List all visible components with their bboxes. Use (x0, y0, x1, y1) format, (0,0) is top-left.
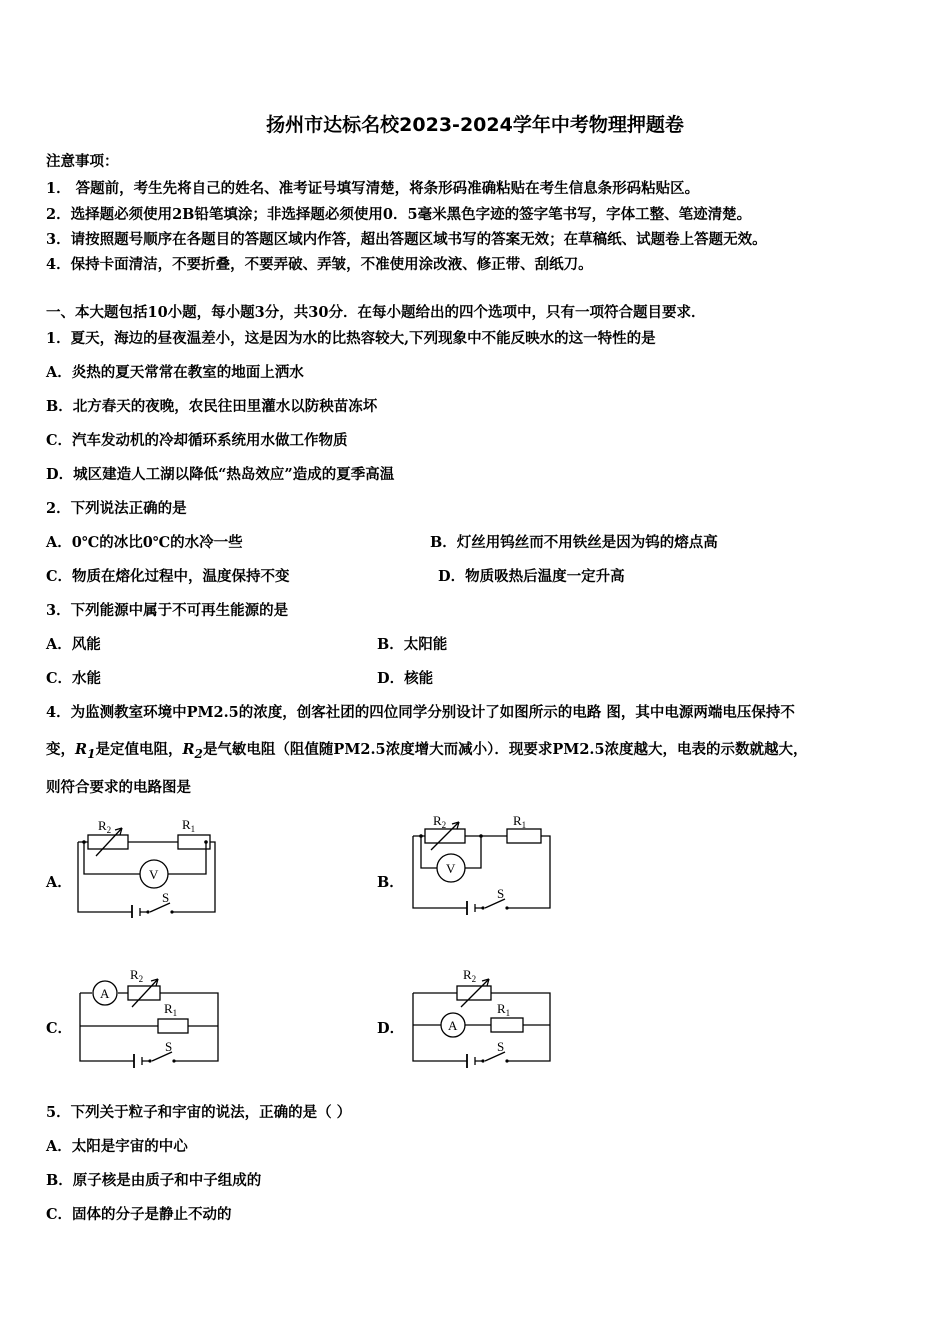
r1-label: $R_1$ (497, 1001, 511, 1018)
ammeter-symbol: A (448, 1018, 458, 1033)
q4-stem-line-1: 4．为监测教室环境中PM2.5的浓度，创客社团的四位同学分别设计了如图所示的电路 图，其中电源两端电压保持不 (46, 704, 795, 721)
circuit-diagram-b (405, 812, 565, 918)
r1-symbol: R (75, 741, 88, 758)
q2-option-b: B．灯丝用钨丝而不用铁丝是因为钨的熔点高 (430, 534, 718, 551)
r1-label: $R_1$ (513, 813, 527, 830)
q3-stem: 3．下列能源中属于不可再生能源的是 (46, 602, 289, 619)
circuit-diagram-a (70, 812, 230, 918)
ammeter-symbol: A (100, 986, 110, 1001)
q1-stem: 1．夏天，海边的昼夜温差小，这是因为水的比热容较大,下列现象中不能反映水的这一特性的是 (46, 330, 656, 347)
voltmeter-symbol: V (149, 867, 159, 882)
q2-option-d: D．物质吸热后温度一定升高 (438, 568, 625, 585)
q4-stem-line-3: 则符合要求的电路图是 (46, 779, 191, 796)
r1-subscript: 1 (87, 746, 96, 761)
q1-option-b: B．北方春天的夜晚，农民往田里灌水以防秧苗冻坏 (46, 398, 378, 415)
notice-item-1: 1． 答题前，考生先将自己的姓名、准考证号填写清楚，将条形码准确粘贴在考生信息条形码粘贴区。 (46, 180, 700, 197)
switch-label: S (162, 890, 170, 905)
q4-label-b: B． (377, 874, 404, 891)
notice-item-3: 3．请按照题号顺序在各题目的答题区域内作答，超出答题区域书写的答案无效；在草稿纸、试题卷上答题无效。 (46, 231, 767, 248)
q3-option-a: A．风能 (46, 636, 101, 653)
r2-label: $R_2$ (98, 818, 112, 835)
q1-option-a: A．炎热的夏天常常在教室的地面上洒水 (46, 364, 304, 381)
notice-item-4: 4．保持卡面清洁，不要折叠，不要弄破、弄皱，不准使用涂改液、修正带、刮纸刀。 (46, 256, 593, 273)
q1-option-d: D．城区建造人工湖以降低“热岛效应”造成的夏季高温 (46, 466, 395, 483)
r2-label: $R_2$ (130, 967, 144, 984)
r2-label: $R_2$ (433, 813, 447, 830)
q4-text: 是定值电阻， (95, 741, 183, 758)
q4-stem-line-2 (46, 738, 808, 761)
q4-label-a: A． (46, 874, 72, 891)
r2-symbol: R (182, 741, 195, 758)
circuit-diagram-c (70, 965, 230, 1071)
switch-label: S (497, 886, 505, 901)
r1-label: $R_1$ (182, 817, 196, 834)
q2-option-c: C．物质在熔化过程中，温度保持不变 (46, 568, 290, 585)
voltmeter-symbol: V (446, 861, 456, 876)
q4-label-c: C． (46, 1020, 73, 1037)
page-title: 扬州市达标名校2023-2024学年中考物理押题卷 (266, 114, 684, 136)
q5-option-b: B．原子核是由质子和中子组成的 (46, 1172, 262, 1189)
q5-stem: 5．下列关于粒子和宇宙的说法，正确的是（ ） (46, 1104, 352, 1121)
q3-option-d: D．核能 (377, 670, 434, 687)
q1-option-c: C．汽车发动机的冷却循环系统用水做工作物质 (46, 432, 348, 449)
q4-label-d: D． (377, 1020, 405, 1037)
circuit-diagram-d (405, 965, 565, 1071)
q3-option-c: C．水能 (46, 670, 102, 687)
r1-label: $R_1$ (164, 1001, 178, 1018)
section-heading: 一、本大题包括10小题，每小题3分，共30分．在每小题给出的四个选项中，只有一项符合题目要求． (46, 304, 706, 321)
notice-item-2: 2．选择题必须使用2B铅笔填涂；非选择题必须使用0．5毫米黑色字迹的签字笔书写，字体工整、笔迹清楚。 (46, 206, 752, 223)
q2-stem: 2．下列说法正确的是 (46, 500, 187, 517)
q3-option-b: B．太阳能 (377, 636, 448, 653)
notice-heading: 注意事项： (46, 153, 119, 170)
r2-label: $R_2$ (463, 967, 477, 984)
q4-text: 是气敏电阻（阻值随PM2.5浓度增大而减小）．现要求PM2.5浓度越大，电表的示数就越大， (202, 741, 808, 758)
switch-label: S (497, 1039, 505, 1054)
q4-text: 变， (46, 741, 75, 758)
q5-option-c: C．固体的分子是静止不动的 (46, 1206, 232, 1223)
switch-label: S (165, 1039, 173, 1054)
q2-option-a: A．0℃的冰比0℃的水冷一些 (46, 534, 243, 551)
q5-option-a: A．太阳是宇宙的中心 (46, 1138, 188, 1155)
r2-subscript: 2 (194, 746, 203, 761)
